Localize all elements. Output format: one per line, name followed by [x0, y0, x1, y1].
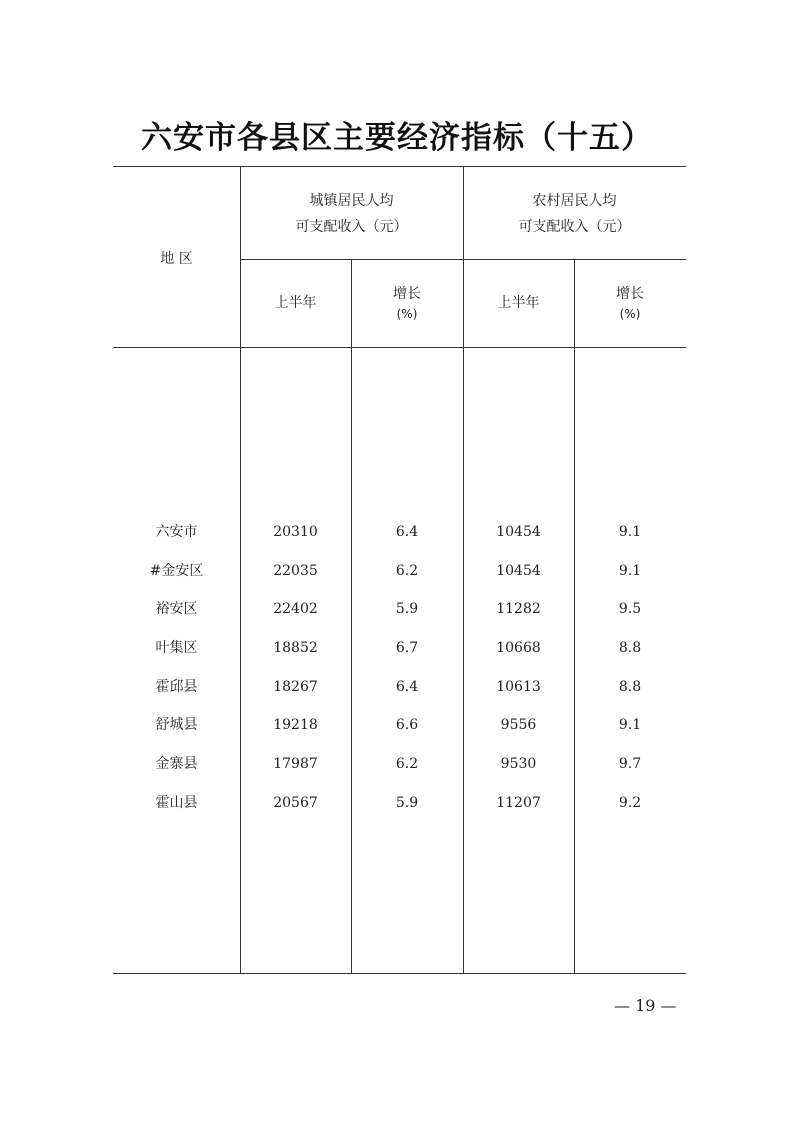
cell-urban-growth: 6.4 [395, 679, 419, 695]
cell-rural-growth: 9.2 [618, 795, 642, 811]
cell-rural: 10454 [496, 563, 541, 579]
cell-region: #金安区 [149, 563, 204, 579]
cell-urban: 18267 [273, 679, 318, 695]
cell-region: 叶集区 [155, 640, 198, 656]
cell-rural: 11207 [496, 795, 541, 811]
header-bottom-rule [113, 347, 686, 348]
cell-region: 霍山县 [155, 795, 198, 811]
cell-region: 裕安区 [155, 601, 198, 617]
header-urban-group [240, 188, 463, 240]
table-bottom-rule [113, 973, 686, 974]
header-rural-growth-label: 增长 [616, 286, 644, 302]
cell-rural: 10613 [496, 679, 541, 695]
cell-urban-growth: 5.9 [395, 601, 419, 617]
header-rural-half-year: 上半年 [497, 295, 540, 311]
page-title: 六安市各县区主要经济指标（十五） [141, 120, 653, 156]
cell-rural: 10454 [496, 524, 541, 540]
cell-region: 六安市 [155, 524, 198, 540]
cell-urban: 17987 [273, 756, 318, 772]
cell-urban: 18852 [273, 640, 318, 656]
cell-rural-growth: 8.8 [618, 640, 642, 656]
cell-urban-growth: 6.6 [395, 717, 419, 733]
header-rural-line1: 农村居民人均 [532, 193, 617, 209]
cell-rural-growth: 9.7 [618, 756, 642, 772]
header-rural-group [463, 188, 686, 240]
header-urban-growth-label: 增长 [393, 286, 421, 302]
cell-rural: 9530 [500, 756, 537, 772]
cell-urban: 19218 [273, 717, 318, 733]
cell-rural: 10668 [496, 640, 541, 656]
cell-rural-growth: 9.1 [618, 717, 642, 733]
header-urban-half-year: 上半年 [274, 295, 317, 311]
cell-urban: 20310 [273, 524, 318, 540]
page-number: — 19 — [614, 996, 677, 1015]
cell-region: 舒城县 [155, 717, 198, 733]
header-rural-growth [574, 284, 686, 324]
cell-rural: 9556 [500, 717, 537, 733]
cell-rural-growth: 9.1 [618, 524, 642, 540]
cell-urban: 22035 [273, 563, 318, 579]
header-urban-growth [351, 284, 463, 324]
cell-rural: 11282 [496, 601, 541, 617]
cell-rural-growth: 9.1 [618, 563, 642, 579]
cell-region: 金寨县 [155, 756, 198, 772]
cell-urban-growth: 6.2 [395, 756, 419, 772]
cell-urban: 20567 [273, 795, 318, 811]
cell-urban-growth: 6.2 [395, 563, 419, 579]
cell-urban: 22402 [273, 601, 318, 617]
cell-urban-growth: 6.4 [395, 524, 419, 540]
cell-region: 霍邱县 [155, 679, 198, 695]
table-top-rule [113, 166, 686, 167]
cell-rural-growth: 8.8 [618, 679, 642, 695]
header-region: 地 区 [160, 251, 193, 267]
cell-urban-growth: 5.9 [395, 795, 419, 811]
header-urban-line2: 可支配收入（元） [295, 219, 408, 235]
header-urban-line1: 城镇居民人均 [309, 193, 394, 209]
header-urban-growth-unit: (%) [396, 307, 418, 321]
cell-rural-growth: 9.5 [618, 601, 642, 617]
header-rural-line2: 可支配收入（元） [518, 219, 631, 235]
cell-urban-growth: 6.7 [395, 640, 419, 656]
header-rural-growth-unit: (%) [619, 307, 641, 321]
